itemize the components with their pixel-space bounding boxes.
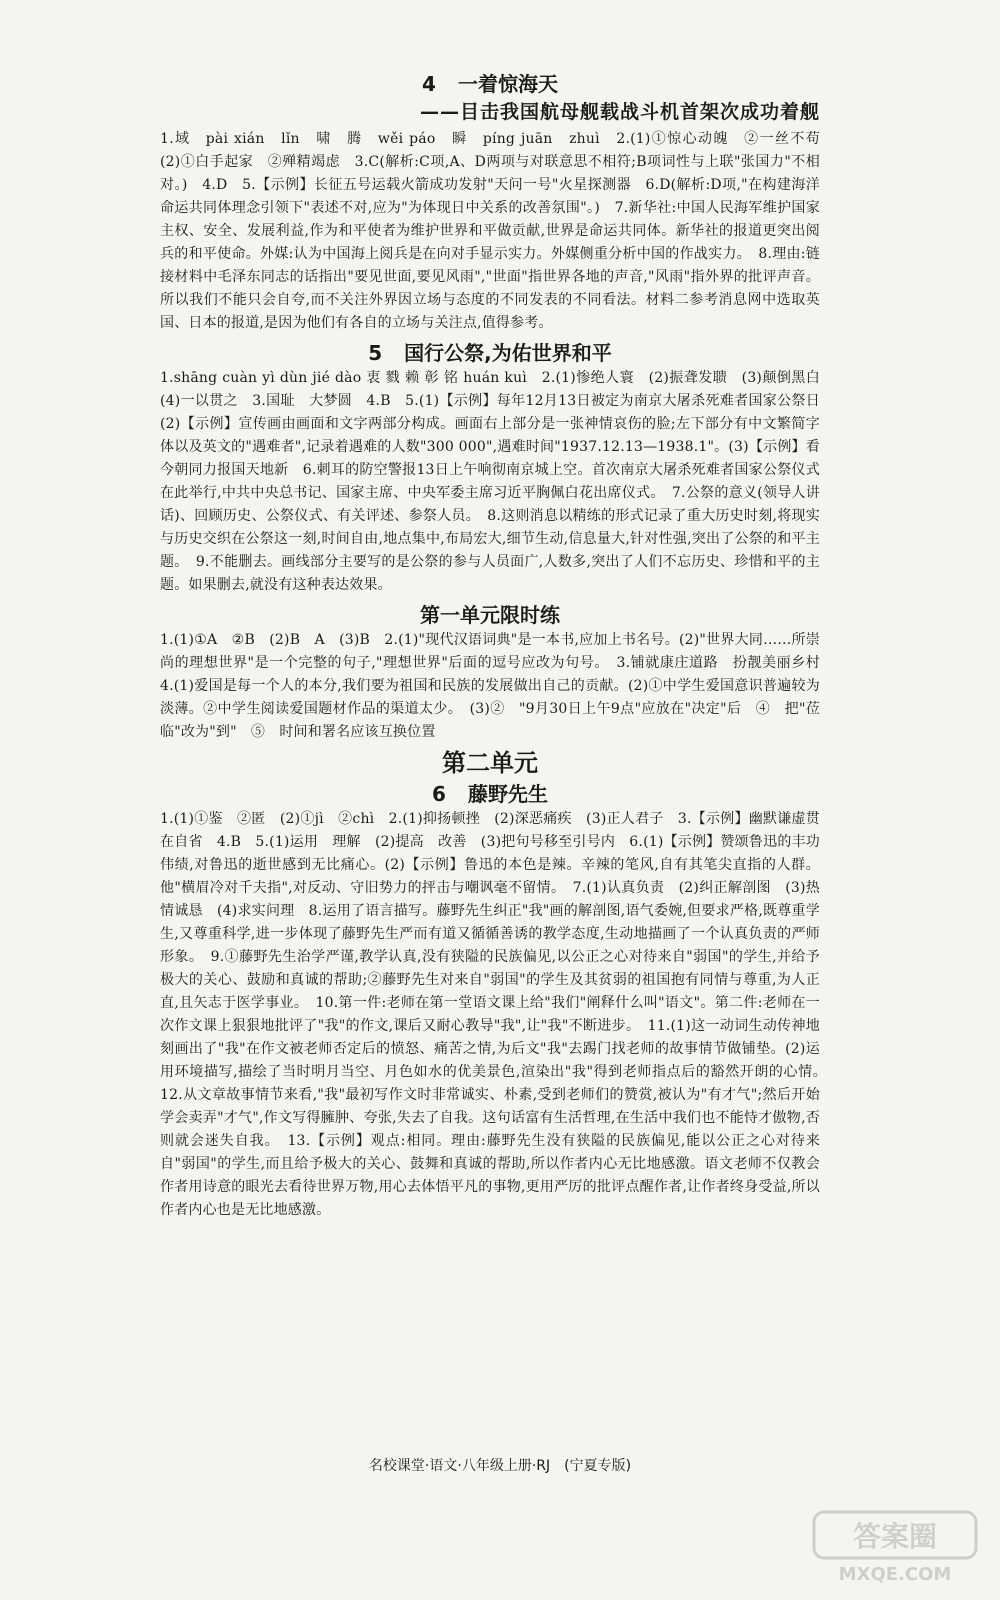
svg-text:答案圈: 答案圈 <box>852 1520 938 1553</box>
section-4-title <box>160 70 820 98</box>
section-number: 5 <box>368 341 383 365</box>
section-5-answers: 1.shāng cuàn yì dùn jié dào 衷 戮 赖 彰 铭 huán kuì 2.(1)惨绝人寰 (2)振聋发聩 (3)颠倒黑白 (4)一以贯之 3.国耻 大梦圆 4.B 5.(1)【示例】每年12月13日被定为南京大屠杀死难者国家公祭日 (2)【示例】宣传画由画面和文字两部分构成。画面右上部分是一张神情哀伤的脸;左下部分有中文繁简字体以及英文的"遇难者",记录着遇难的人数"300 000",遇难时间"1937.12.13—1938.1"。(3)【示例】看今朝同力报国天地新 6.刺耳的防空警报13日上午响彻南京城上空。首次南京大屠杀死难者国家公祭仪式在此举行,中共中央总书记、国家主席、中央军委主席习近平胸佩白花出席仪式。 7.公祭的意义(领导人讲话)、回顾历史、公祭仪式、有关评述、参祭人员。 8.这则消息以精练的形式记录了重大历史时刻,将现实与历史交织在公祭这一刻,时间自由,地点集中,布局宏大,细节生动,信息量大,针对性强,突出了公祭的和平主题。 9.不能删去。画线部分主要写的是公祭的参与人员面广,人数多,突出了人们不忘历史、珍惜和平的主题。如果删去,就没有这种表达效果。 <box>160 370 835 593</box>
section-6-answers: 1.(1)①鉴 ②匿 (2)①jì ②chì 2.(1)抑扬顿挫 (2)深恶痛疾 (3)正人君子 3.【示例】幽默谦虚贯在自省 4.B 5.(1)运用 理解 (2)提高 改善 (3)把句号移至引号内 6.(1)【示例】赞颂鲁迅的丰功伟绩,对鲁迅的逝世感到无比痛心。(2)【示例】鲁迅的本色是辣。辛辣的笔风,自有其笔尖直指的人群。他"横眉冷对千夫指",对反动、守旧势力的抨击与嘲讽毫不留情。 7.(1)认真负责 (2)纠正解剖图 (3)热情诚恳 (4)求实问理 8.运用了语言描写。藤野先生纠正"我"画的解剖图,语气委婉,但要求严格,既尊重学生,又尊重科学,进一步体现了藤野先生严而有道又循循善诱的教学态度,生动地描画了一个认真负责的严师形象。 9.①藤野先生治学严谨,教学认真,没有狭隘的民族偏见,以公正之心对待来自"弱国"的学生,并给予极大的关心、鼓励和真诚的帮助;②藤野先生对来自"弱国"的学生及其贫弱的祖国抱有同情与尊重,为人正直,且矢志于医学事业。 10.第一件:老师在第一堂语文课上给"我们"阐释什么叫"语文"。第二件:老师在一次作文课上狠狠地批评了"我"的作文,课后又耐心教导"我",让"我"不断进步。 11.(1)这一动词生动传神地刻画出了"我"在作文被老师否定后的愤怒、痛苦之情,为后文"我"去踢门找老师的故事情节做铺垫。(2)运用环境描写,描绘了当时明月当空、月色如水的优美景色,渲染出"我"得到老师指点后的豁然开朗的心情。 12.从文章故事情节来看,"我"最初写作文时非常诚实、朴素,受到老师们的赞赏,被认为"有才气";然后开始学会卖弄"才气",作文写得臃肿、夸张,失去了自我。这句话富有生活哲理,在生活中我们也不能恃才傲物,否则就会迷失自我。 13.【示例】观点:相同。理由:藤野先生没有狭隘的民族偏见,能以公正之心对待来自"弱国"的学生,而且给予极大的关心、鼓舞和真诚的帮助,所以作者内心无比地感激。语文老师不仅教会作者用诗意的眼光去看待世界万物,用心去体悟平凡的事物,更用严厉的批评点醒作者,让作者终身受益,所以作者内心也是无比地感激。 <box>160 811 835 1218</box>
page-footer: 名校课堂·语文·八年级上册·RJ (宁夏专版) <box>368 1458 632 1474</box>
watermark-logo <box>810 1508 980 1588</box>
unit-1-quiz-answers: 1.(1)①A ②B (2)B A (3)B 2.(1)"现代汉语词典"是一本书,应加上书名号。(2)"世界大同……所崇尚的理想世界"是一个完整的句子,"理想世界"后面的逗号应改为句号。 3.铺就康庄道路 扮靓美丽乡村 4.(1)爱国是每一个人的本分,我们要为祖国和民族的发展做出自己的贡献。(2)①中学生爱国意识普遍较为淡薄。②中学生阅读爱国题材作品的渠道太少。 (3)② "9月30日上午9点"应放在"决定"后 ④ 把"莅临"改为"到" ⑤ 时间和署名应该互换位置 <box>160 632 835 740</box>
section-5-title <box>160 339 820 367</box>
watermark-icon <box>810 1508 980 1588</box>
svg-text:MXQE.COM: MXQE.COM <box>838 1564 952 1585</box>
section-number: 6 <box>432 782 446 806</box>
section-title-text: 一着惊海天 <box>457 72 558 96</box>
section-4-subtitle: ——目击我国航母舰载战斗机首架次成功着舰 <box>419 101 820 123</box>
answer-page <box>160 70 835 1222</box>
section-4-answers: 1.域 pài xián lǐn 啸 腾 wěi páo 瞬 píng juān zhuì 2.(1)①惊心动魄 ②一丝不苟 (2)①白手起家 ②殚精竭虑 3.C(解析:C项,A、D两项与对联意思不相符;B项词性与上联"张国力"不相对。) 4.D 5.【示例】长征五号运载火箭成功发射"天问一号"火星探测器 6.D(解析:D项,"在构建海洋命运共同体理念引领下"表述不对,应为"为体现日中关系的改善氛围"。) 7.新华社:中国人民海军维护国家主权、安全、发展利益,作为和平使者为维护世界和平做贡献,世界是命运共同体。新华社的报道更突出阅兵的和平使命。外媒:认为中国海上阅兵是在向对手显示实力。外媒侧重分析中国的作战实力。 8.理由:链接材料中毛泽东同志的话指出"要见世面,要见风雨","世面"指世界各地的声音,"风雨"指外界的批评声音。所以我们不能只会自夸,而不关注外界因立场与态度的不同发表的不同看法。材料二参考消息网中选取英国、日本的报道,是因为他们有各自的立场与关注点,值得参考。 <box>160 131 835 331</box>
unit-2-title: 第二单元 <box>442 749 538 777</box>
section-title-text: 国行公祭,为佑世界和平 <box>404 341 612 365</box>
unit-1-quiz-title: 第一单元限时练 <box>420 603 560 627</box>
section-title-text: 藤野先生 <box>467 782 548 806</box>
section-number: 4 <box>422 72 436 96</box>
section-6-title <box>160 780 820 808</box>
